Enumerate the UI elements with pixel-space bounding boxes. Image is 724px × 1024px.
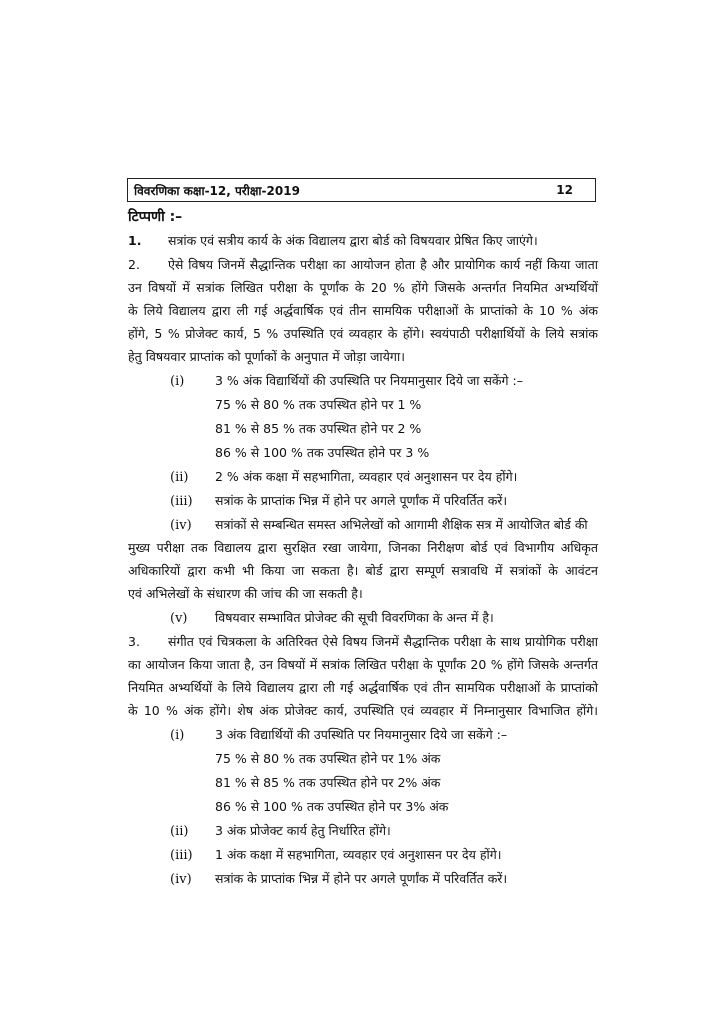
item-roman: (iii) (170, 848, 193, 863)
note-1-text: सत्रांक एवं सत्रीय कार्य के अंक विद्यालय द्वारा बोर्ड को विषयवार प्रेषित किए जाएंगे। (168, 233, 538, 248)
note-2-item (170, 372, 523, 391)
attendance-rule: 86 % से 100 % तक उपस्थित होने पर 3 % (215, 445, 430, 460)
note-2-iv-line: अधिकारियों द्वारा कभी भी किया जा सकता है। बोर्ड द्वारा सम्पूर्ण सत्रावधि में सत्रांकों के आवंटन (128, 563, 598, 578)
item-text: सत्रांकों से सम्बन्धित समस्त अभिलेखों को आगामी शैक्षिक सत्र में आयोजित बोर्ड की (215, 517, 588, 532)
item-text: 3 % अंक विद्यार्थियों की उपस्थिति पर नियमानुसार दिये जा सकेंगे :– (215, 373, 523, 388)
notes-heading: टिप्पणी :– (128, 209, 183, 225)
note-3-line: संगीत एवं चित्रकला के अतिरिक्त ऐसे विषय जिनमें सैद्धान्तिक परीक्षा के साथ प्रायोगिक परीक्षा (168, 634, 598, 649)
note-3-line: के 10 % अंक होंगे। शेष अंक प्रोजेक्ट कार्य, उपस्थिति एवं व्यवहार में निम्नानुसार विभाजित होंगे। (128, 703, 598, 718)
note-2-item (170, 516, 588, 535)
attendance-rule: 75 % से 80 % तक उपस्थित होने पर 1 % (215, 397, 422, 412)
item-text: 1 अंक कक्षा में सहभागिता, व्यवहार एवं अनुशासन पर देय होंगे। (215, 847, 502, 862)
note-2-item (170, 468, 517, 487)
note-3-line: का आयोजन किया जाता है, उन विषयों में सत्रांक लिखित परीक्षा के पूर्णांक 20 % होंगे जिसके अन्तर्गत (128, 657, 598, 672)
page-header (127, 178, 596, 202)
note-3-number: 3. (128, 634, 140, 649)
attendance-rule: 75 % से 80 % तक उपस्थित होने पर 1% अंक (215, 751, 441, 766)
note-1-number: 1. (128, 233, 142, 248)
item-roman: (iv) (170, 518, 192, 533)
page-number: 12 (556, 183, 573, 197)
note-3-item (170, 726, 507, 745)
note-2-line: हेतु विषयवार प्राप्तांक को पूर्णाकों के अनुपात में जोड़ा जायेगा। (128, 349, 405, 364)
note-3-item (170, 822, 391, 841)
note-2-number: 2. (128, 257, 140, 272)
note-2-item (170, 609, 494, 628)
note-2-iv-line: मुख्य परीक्षा तक विद्यालय द्वारा सुरक्षित रखा जायेगा, जिनका निरीक्षण बोर्ड एवं विभागीय अधिकृत (128, 540, 598, 555)
item-roman: (ii) (170, 470, 189, 485)
note-3-item (170, 846, 502, 865)
item-text: 3 अंक विद्यार्थियों की उपस्थिति पर नियमानुसार दिये जा सकेंगे :– (215, 727, 508, 742)
item-text: 3 अंक प्रोजेक्ट कार्य हेतु निर्धारित होंगे। (215, 823, 391, 838)
note-2-line: होंगे, 5 % प्रोजेक्ट कार्य, 5 % उपस्थिति एवं व्यवहार के होंगे। स्वयंपाठी परीक्षार्थियों के लिये सत्रांक (128, 326, 598, 341)
item-roman: (i) (170, 728, 185, 743)
item-text: सत्रांक के प्राप्तांक भिन्न में होने पर अगले पूर्णांक में परिवर्तित करें। (215, 493, 508, 508)
item-roman: (i) (170, 374, 185, 389)
note-2-line: ऐसे विषय जिनमें सैद्धान्तिक परीक्षा का आयोजन होता है और प्रायोगिक कार्य नहीं किया जाता (168, 257, 598, 272)
header-title: विवरणिका कक्षा-12, परीक्षा-2019 (134, 183, 300, 198)
attendance-rule: 81 % से 85 % तक उपस्थित होने पर 2% अंक (215, 775, 441, 790)
attendance-rule: 86 % से 100 % तक उपस्थित होने पर 3% अंक (215, 799, 449, 814)
item-text: 2 % अंक कक्षा में सहभागिता, व्यवहार एवं अनुशासन पर देय होंगे। (215, 469, 518, 484)
note-1 (128, 232, 538, 250)
note-2-line: के लिये विद्यालय द्वारा ली गई अर्द्धवार्षिक एवं तीन सामयिक परीक्षाओं के प्राप्तांको के 10 % अंक (128, 303, 598, 318)
note-2-line: उन विषयों में सत्रांक लिखित परीक्षा के पूर्णांक के 20 % होंगे जिसके अन्तर्गत नियमित अभ्यर्थियों (128, 280, 598, 295)
note-2-iv-line: एवं अभिलेखों के संधारण की जांच की जा सकती है। (128, 586, 363, 601)
note-3-item (170, 870, 507, 889)
item-text: विषयवार सम्भावित प्रोजेक्ट की सूची विवरणिका के अन्त में है। (215, 610, 494, 625)
item-roman: (v) (170, 611, 188, 626)
item-roman: (ii) (170, 824, 189, 839)
note-3-line: नियमित अभ्यर्थियों के लिये विद्यालय द्वारा ली गई अर्द्धवार्षिक एवं तीन सामयिक परीक्षाओं के प्राप्तांको (128, 680, 598, 695)
item-text: सत्रांक के प्राप्तांक भिन्न में होने पर अगले पूर्णांक में परिवर्तित करें। (215, 871, 508, 886)
item-roman: (iv) (170, 872, 192, 887)
note-2-item (170, 492, 507, 511)
attendance-rule: 81 % से 85 % तक उपस्थित होने पर 2 % (215, 421, 422, 436)
item-roman: (iii) (170, 494, 193, 509)
